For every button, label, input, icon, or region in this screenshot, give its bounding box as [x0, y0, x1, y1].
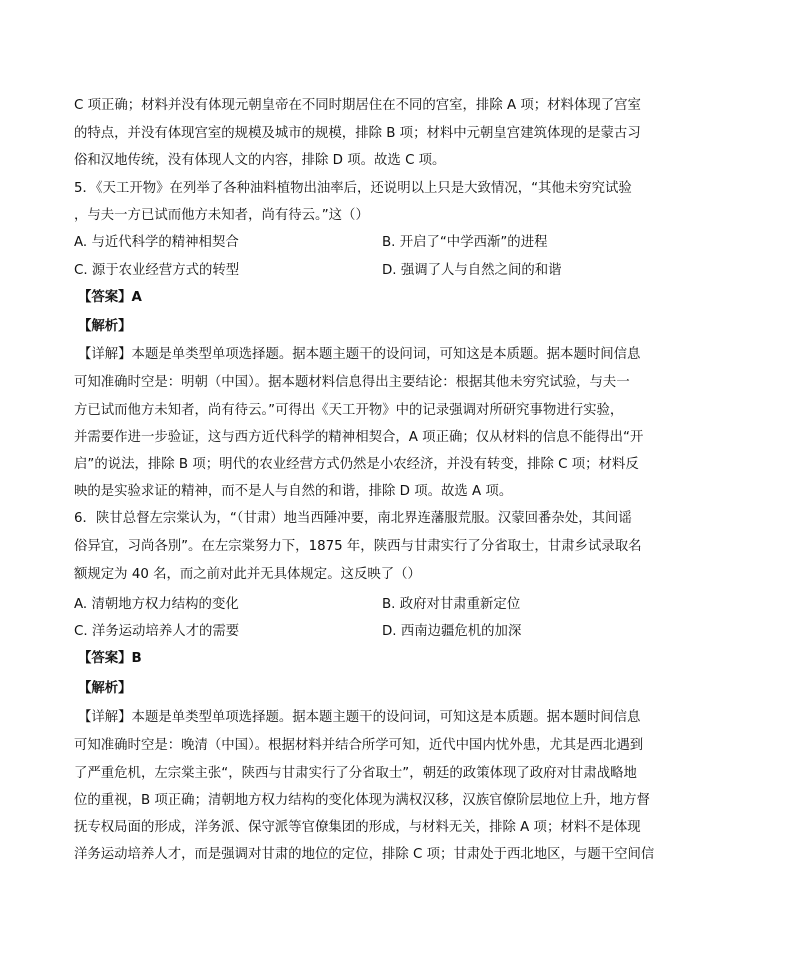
q6-detail-line-3: 了严重危机，左宗棠主张“，陕西与甘肃实行了分省取士”，朝廷的政策体现了政府对甘肃战略地 [74, 766, 637, 781]
q5-detail-line-4: 并需要作进一步验证，这与西方近代科学的精神相契合，A 项正确；仅从材料的信息不能得出“开 [74, 430, 644, 445]
q5-analysis-label: 【解析】 [78, 319, 132, 334]
q5-option-d: D. 强调了人与自然之间的和谐 [382, 263, 562, 278]
q6-detail-line-1: 【详解】本题是单类型单项选择题。据本题主题干的设问词，可知这是本质题。据本题时间信息 [78, 710, 641, 725]
prev-explanation-line-1: C 项正确；材料并没有体现元朝皇帝在不同时期居住在不同的宫室，排除 A 项；材料体现了宫室 [74, 98, 641, 113]
q6-option-b: B. 政府对甘肃重新定位 [382, 597, 521, 612]
q5-option-a: A. 与近代科学的精神相契合 [74, 235, 239, 250]
q6-option-d: D. 西南边疆危机的加深 [382, 624, 522, 639]
q5-detail-line-1: 【详解】本题是单类型单项选择题。据本题主题干的设问词，可知这是本质题。据本题时间信息 [78, 347, 641, 362]
q6-stem-line-3: 额规定为 40 名，而之前对此并无具体规定。这反映了（） [74, 567, 421, 582]
q5-answer: 【答案】A [78, 290, 142, 305]
q6-answer: 【答案】B [78, 651, 142, 666]
document-page [74, 0, 674, 975]
q5-option-c: C. 源于农业经营方式的转型 [74, 263, 240, 278]
q5-stem-line-2: ，与夫一方已试而他方未知者，尚有待云。”这（） [74, 208, 369, 223]
q6-detail-line-2: 可知准确时空是：晚清（中国）。根据材料并结合所学可知，近代中国内忧外患，尤其是西北遇到 [74, 738, 644, 753]
q5-detail-line-2: 可知准确时空是：明朝（中国）。据本题材料信息得出主要结论：根据其他未穷究试验，与夫一 [74, 375, 630, 390]
q6-detail-line-6: 洋务运动培养人才，而是强调对甘肃的地位的定位，排除 C 项；甘肃处于西北地区，与题干空间信 [74, 847, 655, 862]
q6-analysis-label: 【解析】 [78, 681, 132, 696]
q6-stem-line-1: 6．陕甘总督左宗棠认为，“（甘肃）地当西陲冲要，南北界连藩服荒服。汉蒙回番杂处，其间谣 [74, 511, 632, 526]
q5-detail-line-6: 映的是实验求证的精神，而不是人与自然的和谐，排除 D 项。故选 A 项。 [74, 484, 513, 499]
q6-detail-line-4: 位的重视，B 项正确；清朝地方权力结构的变化体现为满权汉移，汉族官僚阶层地位上升，地方督 [74, 793, 650, 808]
q6-stem-line-2: 俗异宜，习尚各別”。在左宗棠努力下，1875 年，陕西与甘肃实行了分省取士，甘肃乡试录取名 [74, 539, 642, 554]
prev-explanation-line-2: 的特点，并没有体现宫室的规模及城市的规模，排除 B 项；材料中元朝皇宫建筑体现的是蒙古习 [74, 126, 641, 141]
q6-option-a: A. 清朝地方权力结构的变化 [74, 597, 239, 612]
q6-detail-line-5: 抚专权局面的形成，洋务派、保守派等官僚集团的形成，与材料无关，排除 A 项；材料不是体现 [74, 820, 641, 835]
q5-option-b: B. 开启了“中学西渐”的进程 [382, 235, 548, 250]
q5-detail-line-3: 方已试而他方未知者，尚有待云。”可得出《天工开物》中的记录强调对所研究事物进行实验， [74, 403, 624, 418]
q5-stem-line-1: 5．《天工开物》在列举了各种油料植物出油率后，还说明以上只是大致情况，“其他未穷究试验 [74, 181, 632, 196]
q6-option-c: C. 洋务运动培养人才的需要 [74, 624, 240, 639]
prev-explanation-line-3: 俗和汉地传统，没有体现人文的内容，排除 D 项。故选 C 项。 [74, 153, 446, 168]
q5-detail-line-5: 启”的说法，排除 B 项；明代的农业经营方式仍然是小农经济，并没有转变，排除 C 项；材料反 [74, 457, 639, 472]
